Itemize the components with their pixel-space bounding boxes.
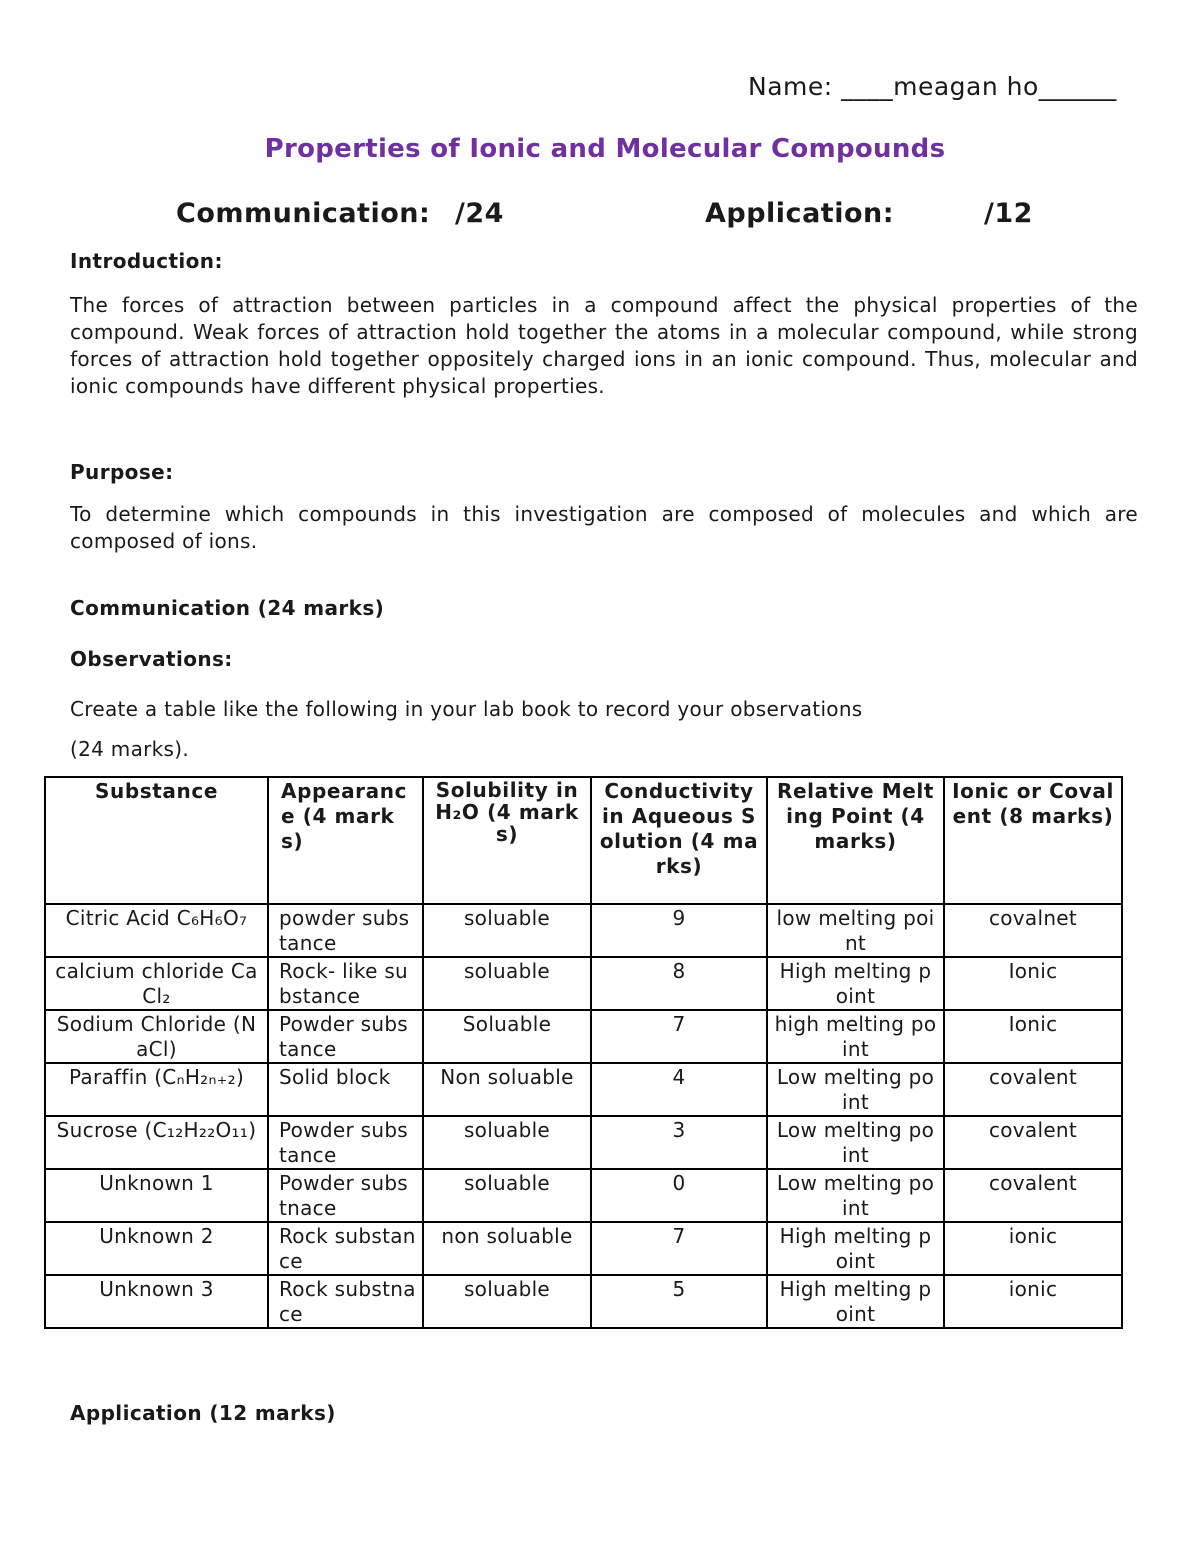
introduction-heading: Introduction: [70, 249, 223, 273]
cell-solubility: soluable [423, 1169, 591, 1222]
application-label: Application: [705, 198, 895, 229]
application-score: /12 [984, 198, 1033, 229]
cell-appearance: Powder substnace [268, 1169, 423, 1222]
cell-melting-point: Low melting point [767, 1169, 944, 1222]
table-row [45, 1222, 1122, 1275]
cell-melting-point: High melting point [767, 957, 944, 1010]
cell-solubility: Non soluable [423, 1063, 591, 1116]
cell-ionic-covalent: covalent [944, 1116, 1122, 1169]
column-header-ionic-covalent: Ionic or Covalent (8 marks) [944, 777, 1122, 904]
cell-conductivity: 7 [591, 1222, 767, 1275]
cell-solubility: Soluable [423, 1010, 591, 1063]
cell-conductivity: 0 [591, 1169, 767, 1222]
cell-substance: Sodium Chloride (NaCl) [45, 1010, 268, 1063]
document-title: Properties of Ionic and Molecular Compounds [264, 134, 946, 164]
cell-conductivity: 8 [591, 957, 767, 1010]
cell-solubility: soluable [423, 1116, 591, 1169]
cell-appearance: Rock substance [268, 1222, 423, 1275]
cell-ionic-covalent: Ionic [944, 957, 1122, 1010]
cell-substance: Citric Acid C₆H₆O₇ [45, 904, 268, 957]
cell-ionic-covalent: covalnet [944, 904, 1122, 957]
cell-melting-point: low melting point [767, 904, 944, 957]
cell-ionic-covalent: ionic [944, 1222, 1122, 1275]
communication-heading: Communication (24 marks) [70, 596, 385, 620]
cell-appearance: Solid block [268, 1063, 423, 1116]
cell-ionic-covalent: covalent [944, 1063, 1122, 1116]
cell-substance: Unknown 1 [45, 1169, 268, 1222]
cell-conductivity: 7 [591, 1010, 767, 1063]
cell-substance: Unknown 2 [45, 1222, 268, 1275]
cell-appearance: Powder substance [268, 1010, 423, 1063]
table-row [45, 1010, 1122, 1063]
cell-solubility: soluable [423, 904, 591, 957]
table-row [45, 957, 1122, 1010]
cell-melting-point: High melting point [767, 1222, 944, 1275]
cell-conductivity: 9 [591, 904, 767, 957]
cell-conductivity: 4 [591, 1063, 767, 1116]
column-header-appearance: Appearance (4 marks) [268, 777, 423, 904]
table-row [45, 904, 1122, 957]
cell-appearance: Rock substnace [268, 1275, 423, 1328]
table-row [45, 1275, 1122, 1328]
cell-solubility: soluable [423, 1275, 591, 1328]
cell-melting-point: high melting point [767, 1010, 944, 1063]
cell-appearance: Rock- like substance [268, 957, 423, 1010]
cell-substance: Paraffin (CₙH₂ₙ₊₂) [45, 1063, 268, 1116]
purpose-heading: Purpose: [70, 460, 174, 484]
communication-score: /24 [455, 198, 504, 229]
table-row [45, 1063, 1122, 1116]
introduction-text: The forces of attraction between particles in a compound affect the physical properties of the compound. Weak forces of attraction hold together the atoms in a molecular compound, while strong forces of attraction hold together oppositely charged ions in an ionic compound. Thus, molecular and ionic compounds have different physical properties. [70, 293, 1138, 398]
student-name-line: Name: ____meagan ho______ [748, 72, 1117, 101]
application-heading: Application (12 marks) [70, 1401, 336, 1425]
cell-ionic-covalent: covalent [944, 1169, 1122, 1222]
cell-ionic-covalent: ionic [944, 1275, 1122, 1328]
column-header-solubility: Solubility in H₂O (4 marks) [423, 777, 591, 904]
cell-substance: Unknown 3 [45, 1275, 268, 1328]
cell-solubility: soluable [423, 957, 591, 1010]
purpose-text: To determine which compounds in this investigation are composed of molecules and which are composed of ions. [70, 502, 1138, 553]
table-header-row [45, 777, 1122, 904]
cell-melting-point: Low melting point [767, 1063, 944, 1116]
communication-label: Communication: [176, 198, 431, 229]
cell-appearance: Powder substance [268, 1116, 423, 1169]
observations-instruction: Create a table like the following in your lab book to record your observations [70, 697, 863, 721]
cell-conductivity: 5 [591, 1275, 767, 1328]
cell-solubility: non soluable [423, 1222, 591, 1275]
column-header-substance: Substance [45, 777, 268, 904]
cell-melting-point: High melting point [767, 1275, 944, 1328]
table-row [45, 1169, 1122, 1222]
cell-melting-point: Low melting point [767, 1116, 944, 1169]
observations-table [44, 776, 1123, 1329]
cell-substance: calcium chloride CaCl₂ [45, 957, 268, 1010]
cell-appearance: powder substance [268, 904, 423, 957]
cell-conductivity: 3 [591, 1116, 767, 1169]
observations-heading: Observations: [70, 647, 233, 671]
column-header-melting-point: Relative Melting Point (4 marks) [767, 777, 944, 904]
cell-ionic-covalent: Ionic [944, 1010, 1122, 1063]
table-row [45, 1116, 1122, 1169]
marks-note: (24 marks). [70, 737, 190, 761]
column-header-conductivity: Conductivity in Aqueous Solution (4 marks) [591, 777, 767, 904]
cell-substance: Sucrose (C₁₂H₂₂O₁₁) [45, 1116, 268, 1169]
